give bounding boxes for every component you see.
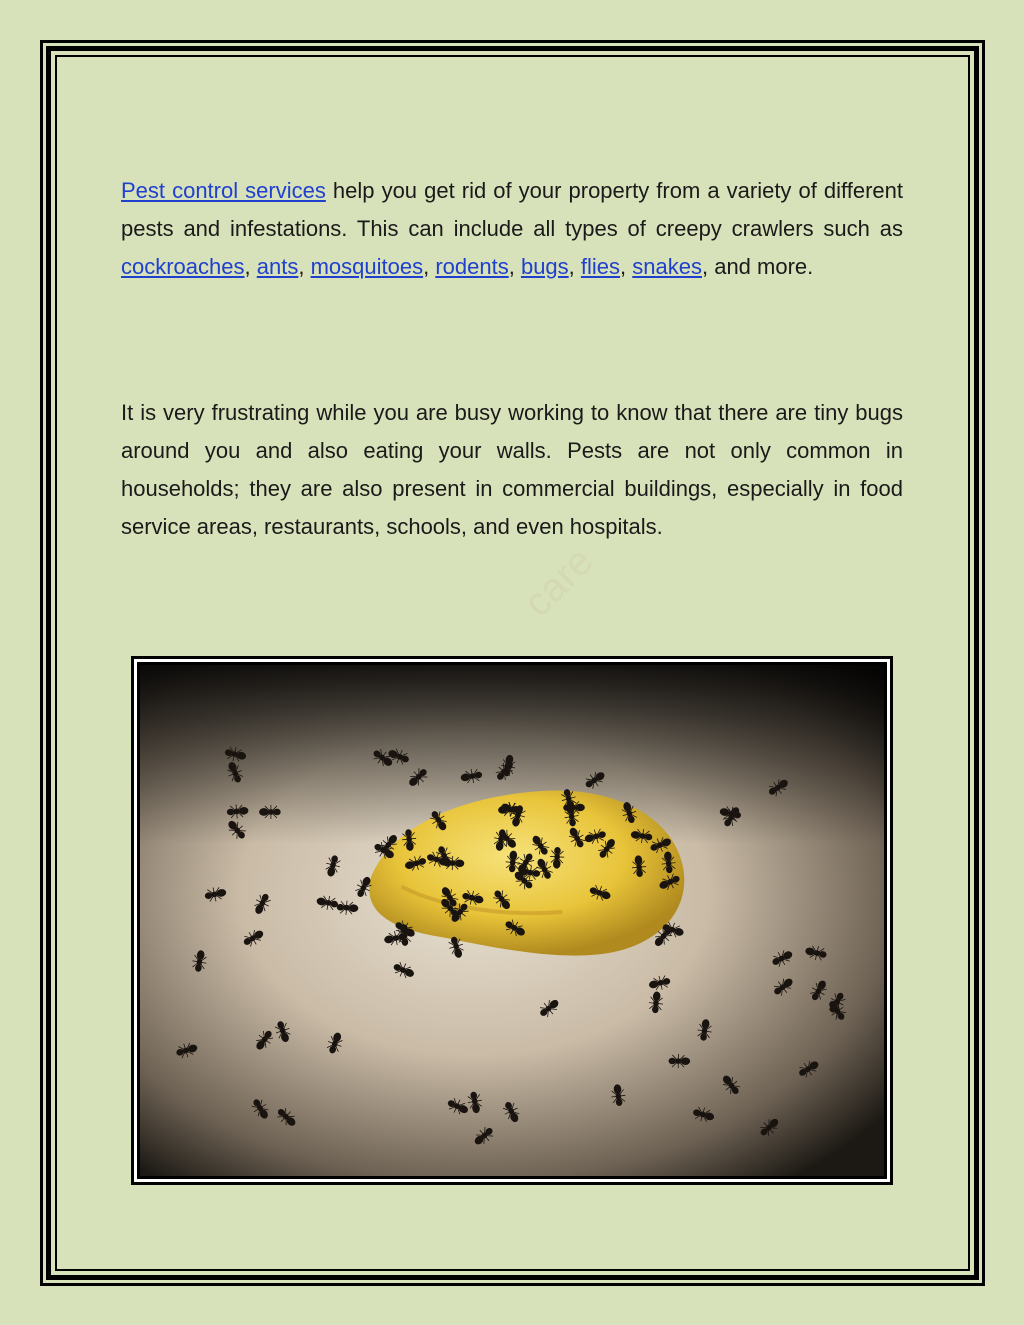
paragraph-intro	[121, 172, 903, 286]
separator: ,	[298, 254, 311, 279]
photo-frame-inner	[134, 659, 890, 1182]
separator: ,	[620, 254, 633, 279]
intro-text: help you get rid of your property from a variety of different pests and infestations. This can include all types of creepy crawlers such as	[121, 178, 903, 241]
paragraph-frustration: It is very frustrating while you are busy working to know that there are tiny bugs around you and also eating your walls. Pests are not only common in households; they are also present in commercial buildings, especially in food service areas, restaurants, schools, and even hospitals.	[121, 400, 903, 539]
link-snakes[interactable]: snakes	[632, 254, 702, 279]
watermark-text: care	[515, 539, 602, 626]
link-cockroaches[interactable]: cockroaches	[121, 254, 245, 279]
link-bugs[interactable]: bugs	[520, 254, 569, 279]
link-pest-control-services[interactable]: Pest control services	[121, 178, 326, 203]
separator: ,	[244, 254, 257, 279]
separator: ,	[508, 254, 521, 279]
separator: ,	[423, 254, 436, 279]
link-mosquitoes[interactable]: mosquitoes	[310, 254, 424, 279]
separator: ,	[568, 254, 581, 279]
link-ants[interactable]: ants	[256, 254, 299, 279]
link-rodents[interactable]: rodents	[435, 254, 509, 279]
photo-frame	[131, 656, 893, 1185]
ants-on-food-photo	[140, 665, 884, 1176]
intro-text-end: , and more.	[701, 254, 814, 279]
link-flies[interactable]: flies	[580, 254, 621, 279]
